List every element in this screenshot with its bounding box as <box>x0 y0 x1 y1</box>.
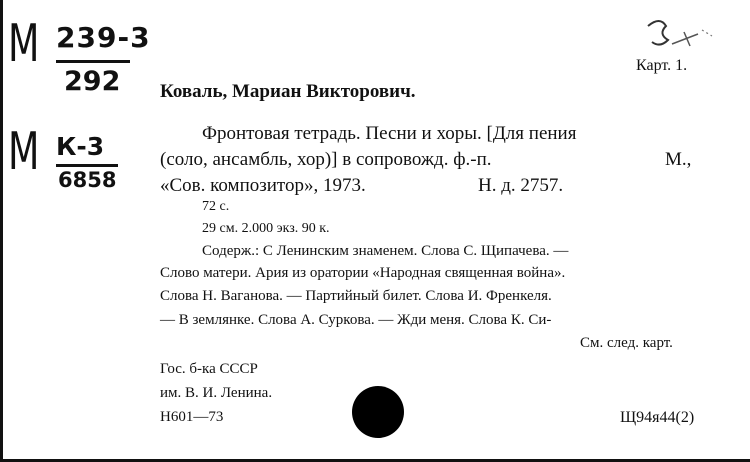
handwritten-number-1: 292 <box>64 66 121 97</box>
handwritten-mark-1: М <box>8 14 40 74</box>
contents-line: Содерж.: С Ленинским знаменем. Слова С. Щипачева. — <box>202 243 569 259</box>
publisher-year: «Сов. композитор», 1973. <box>160 175 366 196</box>
punch-hole <box>352 386 404 438</box>
card-number: Карт. 1. <box>636 57 688 74</box>
handwritten-code-1: 239-3 <box>56 21 151 54</box>
size-edition-price: 29 см. 2.000 экз. 90 к. <box>202 221 330 236</box>
library-name: Гос. б-ка СССР <box>160 361 258 377</box>
handwritten-divider-1 <box>56 60 130 63</box>
publication-place: М., <box>665 149 692 170</box>
title-line-2: (соло, ансамбль, хор)] в сопровожд. ф.-п. <box>160 149 492 170</box>
see-next-card: См. след. карт. <box>580 335 673 351</box>
handwritten-number-2: 6858 <box>58 168 117 192</box>
title-line-1: Фронтовая тетрадь. Песни и хоры. [Для пения <box>202 123 577 144</box>
author-heading: Коваль, Мариан Викторович. <box>160 81 416 102</box>
library-name-continued: им. В. И. Ленина. <box>160 385 273 401</box>
handwritten-code-2: К-3 <box>56 132 105 161</box>
contents-line: — В землянке. Слова А. Суркова. — Жди меня. Слова К. Си- <box>160 312 552 328</box>
classification-code: Щ94я44(2) <box>620 409 695 426</box>
handwritten-mark-2: М <box>8 122 40 182</box>
card-left-edge <box>0 0 3 462</box>
handwritten-divider-2 <box>56 164 118 167</box>
library-card-code: Н601—73 <box>160 409 224 425</box>
contents-line: Слово матери. Ария из оратории «Народная священная война». <box>160 265 566 281</box>
page-count: 72 с. <box>202 199 230 214</box>
contents-line: Слова Н. Ваганова. — Партийный билет. Слова И. Френкеля. <box>160 288 552 304</box>
plate-number: Н. д. 2757. <box>478 175 564 196</box>
pencil-scribble <box>640 14 720 59</box>
